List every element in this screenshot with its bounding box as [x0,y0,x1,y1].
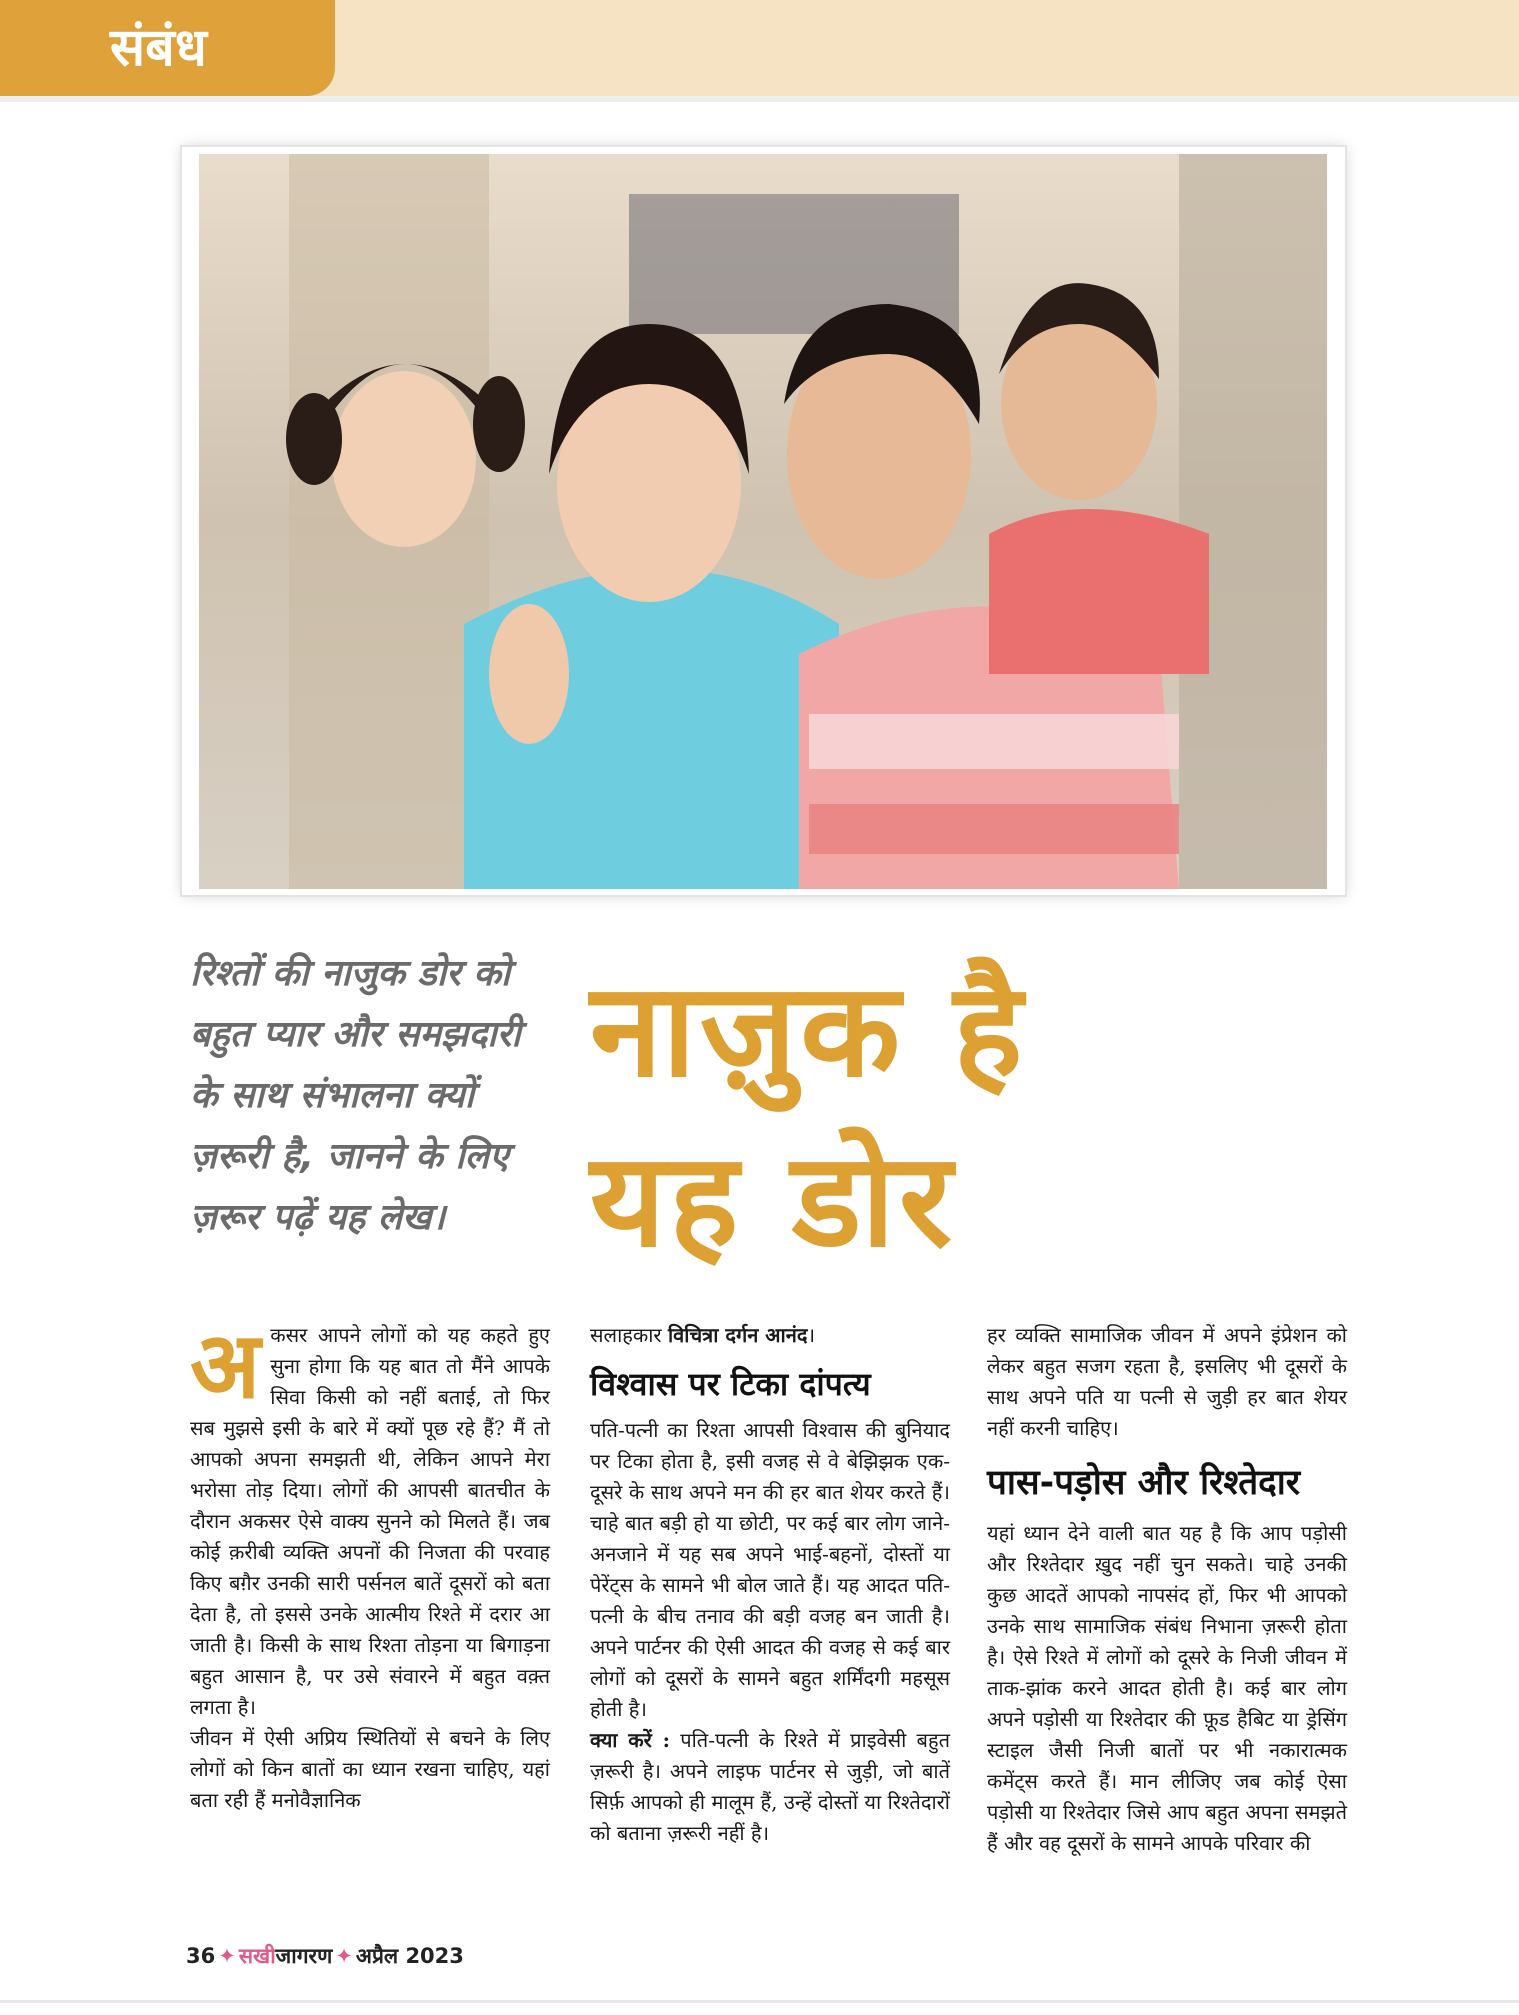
tip-paragraph [590,1725,950,1849]
star-icon-2: ✦ [335,1944,353,1968]
article-column-2 [590,1320,950,1849]
page-number: 36 [186,1944,216,1968]
headline [590,945,1490,1285]
family-photo [199,154,1327,889]
bottom-rule [0,2000,1519,2003]
advisor-line [590,1320,950,1351]
issue-date: अप्रैल 2023 [355,1944,464,1968]
page-footer [186,1942,464,1970]
section-heading-trust: विश्वास पर टिका दांपत्य [590,1365,871,1403]
section-body-neighbours: यहां ध्यान देने वाली बात यह है कि आप पड़ोसी और रिश्तेदार ख़ुद नहीं चुन सकते। चाहे उनकी कुछ आदतें आपको नापसंद हों, फिर भी आपको उनके साथ सामाजिक संबंध निभाना ज़रूरी होता है। ऐसे रिश्ते में लोगों को दूसरे के निजी जीवन में ताक-झांक करने आदत होती है। कई बार लोग अपने पड़ोसी या रिश्तेदार की फ़ूड हैबिट या ड्रेसिंग स्टाइल जैसी निजी बातों पर भी नकारात्मक कमेंट्स करते हैं। मान लीजिए जब कोई ऐसा पड़ोसी या रिश्तेदार जिसे आप बहुत अपना समझते हैं और वह दूसरों के सामने आपके परिवार की [987,1521,1347,1855]
section-body-trust: पति-पत्नी का रिश्ता आपसी विश्वास की बुनियाद पर टिका होता है, इसी वजह से वे बेझिझक एक-दूसरे के साथ अपने मन की हर बात शेयर करते हैं। चाहे बात बड़ी हो या छोटी, पर कई बार लोग जाने-अनजाने में यह सब अपने भाई-बहनों, दोस्तों या पेरेंट्स के सामने भी बोल जाते हैं। यह आदत पति-पत्नी के बीच तनाव की बड़ी वजह बन जाती है। अपने पार्टनर की ऐसी आदत की वजह से कई बार लोगों को दूसरों के सामने बहुत शर्मिंदगी महसूस होती है। [590,1418,950,1721]
family-photo-image [199,154,1327,889]
dropcap: अ [190,1312,261,1419]
section-tab: संबंध [0,0,335,96]
brand-jagran: जागरण [275,1944,333,1968]
article-column-1 [190,1312,550,1816]
section-heading-neighbours: पास-पड़ोस और रिश्तेदार [987,1463,1301,1503]
advisor-prefix: सलाहकार [590,1323,662,1347]
advisor-suffix: । [807,1323,816,1347]
intro-paragraph-2: जीवन में ऐसी अप्रिय स्थितियों से बचने के लिए लोगों को किन बातों का ध्यान रखना चाहिए, यहां बता रही हैं मनोवैज्ञानिक [190,1726,550,1812]
article-column-3 [987,1320,1347,1859]
advisor-name: विचित्रा दर्गन आनंद [667,1323,808,1347]
brand-sakhi: सखी [238,1944,276,1968]
column-3-intro: हर व्यक्ति सामाजिक जीवन में अपने इंप्रेशन को लेकर बहुत सजग रहता है, इसलिए भी दूसरों के साथ अपने पति या पत्नी से जुड़ी हर बात शेयर नहीं करनी चाहिए। [987,1323,1347,1440]
headline-line-2: यह डोर [590,1124,957,1276]
tip-label: क्या करें : [590,1728,671,1752]
tip-body: पति-पत्नी के रिश्ते में प्राइवेसी बहुत ज़रूरी है। अपने लाइफ पार्टनर से जुड़ी, जो बातें सिर्फ़ आपको ही मालूम हैं, उन्हें दोस्तों या रिश्तेदारों को बताना ज़रूरी नहीं है। [590,1728,950,1845]
deck-text: रिश्तों की नाजुक डोर को बहुत प्यार और समझदारी के साथ संभालना क्यों ज़रूरी है, जानने के लिए ज़रूर पढ़ें यह लेख। [190,953,521,1238]
photo-frame [182,147,1345,895]
intro-paragraph: कसर आपने लोगों को यह कहते हुए सुना होगा कि यह बात तो मैंने आपके सिवा किसी को नहीं बताई, तो फिर सब मुझसे इसी के बारे में क्यों पूछ रहे हैं? मैं तो आपको अपना समझती थी, लेकिन आपने मेरा भरोसा तोड़ दिया। लोगों की आपसी बातचीत के दौरान अकसर ऐसे वाक्य सुनने को मिलते हैं। जब कोई क़रीबी व्यक्ति अपनों की निजता की परवाह किए बग़ैर उनकी सारी पर्सनल बातें दूसरों को बता देता है, तो इससे उनके आत्मीय रिश्ते में दरार आ जाती है। किसी के साथ रिश्ता तोड़ना या बिगाड़ना बहुत आसान है, पर उसे संवारने में बहुत वक़्त लगता है। [190,1323,550,1719]
headline-line-1: नाज़ुक है [590,954,1027,1106]
star-icon: ✦ [218,1944,236,1968]
